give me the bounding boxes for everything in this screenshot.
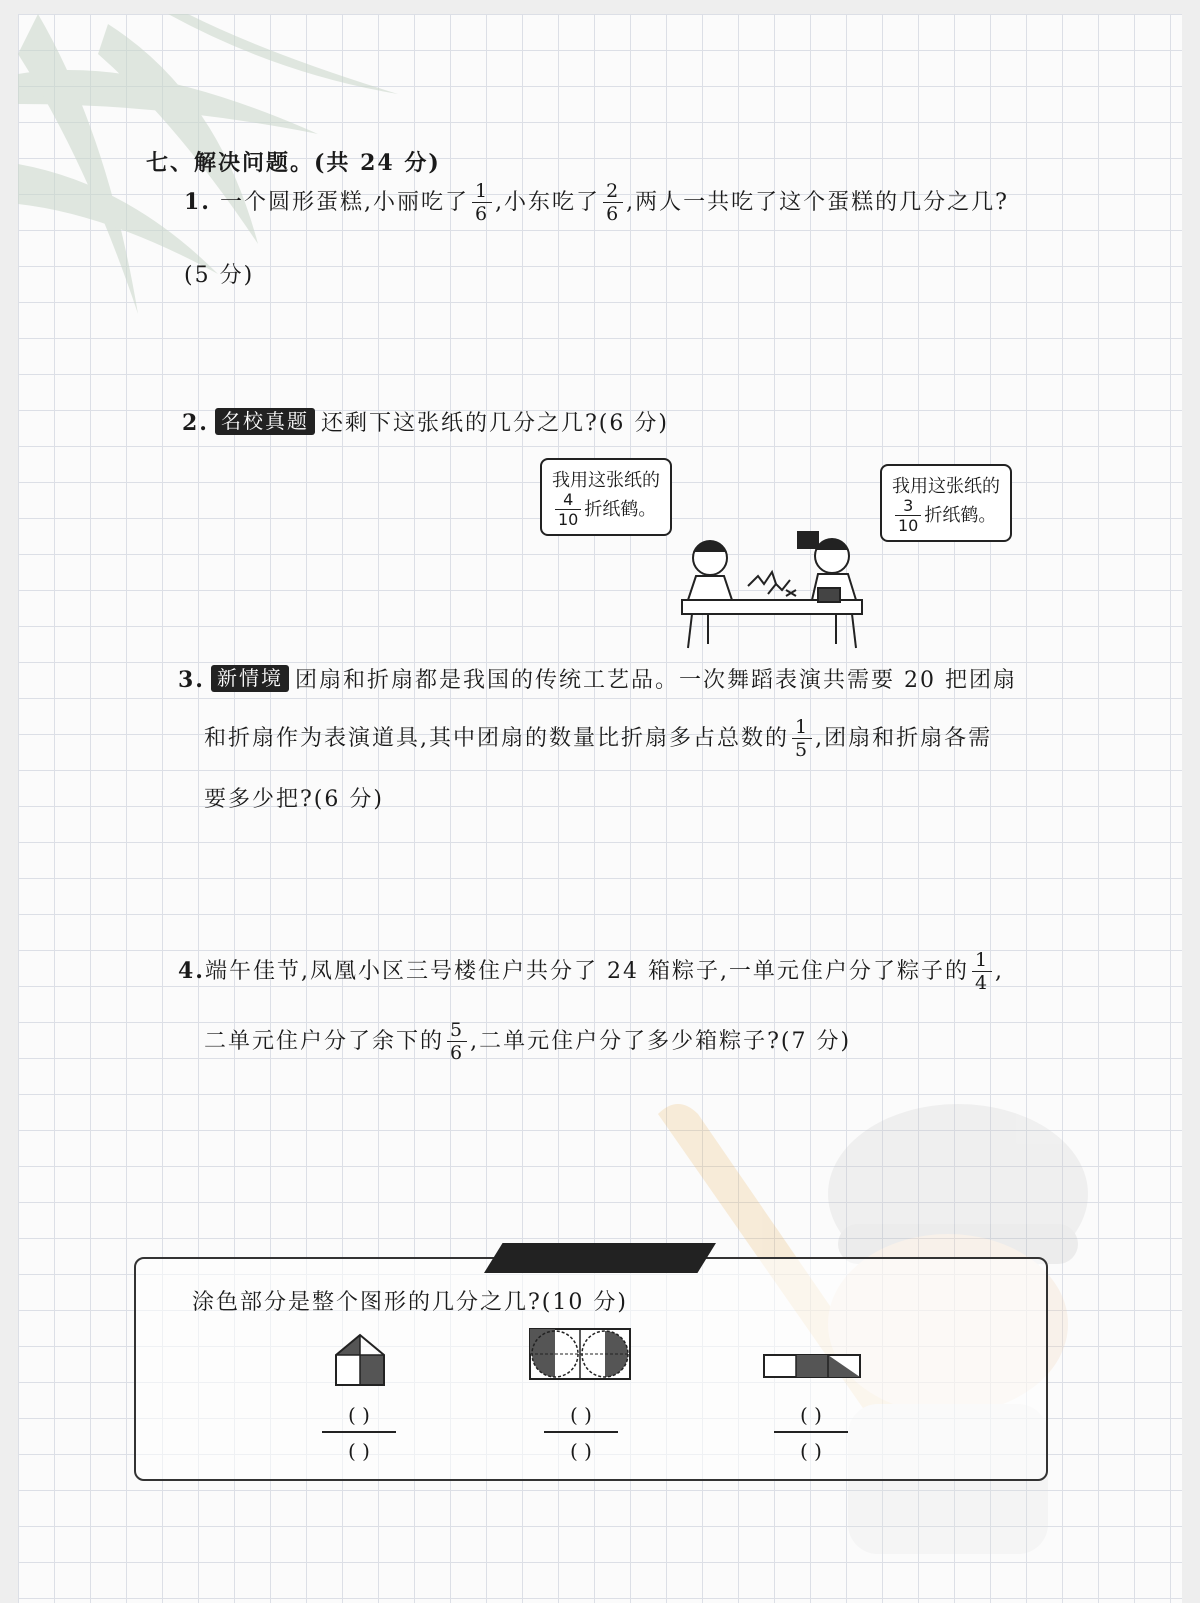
question-3 xyxy=(178,663,1017,694)
question-3-line1: 团扇和折扇都是我国的传统工艺品。一次舞蹈表演共需要 20 把团扇 xyxy=(294,668,1017,693)
new-context-badge: 新情境 xyxy=(211,665,289,692)
worksheet-page xyxy=(18,14,1182,1603)
circles-rectangle-figure xyxy=(528,1327,632,1381)
fraction-one-fourth: $\frac{1}{4}$ xyxy=(972,951,992,993)
question-3-line2-a: 和折扇作为表演道具,其中团扇的数量比折扇多占总数的 xyxy=(204,726,789,751)
answer-blank-1-denominator: ( ) xyxy=(348,1439,370,1463)
question-1-number: 1. xyxy=(184,189,211,215)
answer-blank-3-numerator: ( ) xyxy=(774,1405,848,1433)
fraction-one-fifth: $\frac{1}{5}$ xyxy=(792,718,812,760)
question-4-line1-a: 端午佳节,凤凰小区三号楼住户共分了 24 箱粽子,一单元住户分了粽子的 xyxy=(204,959,969,984)
bubble-right-line1: 我用这张纸的 xyxy=(892,476,1000,497)
bubble-left-line1: 我用这张纸的 xyxy=(552,470,660,491)
famous-school-badge: 名校真题 xyxy=(215,408,315,435)
bonus-header-tab xyxy=(484,1243,716,1273)
children-folding-cranes-illustration xyxy=(668,526,878,651)
answer-blank-1-numerator: ( ) xyxy=(322,1405,396,1433)
question-3-number: 3. xyxy=(178,667,205,693)
question-4-line1 xyxy=(178,951,1004,993)
section-title: 七、解决问题。(共 24 分) xyxy=(146,150,441,176)
question-3-line2 xyxy=(204,718,992,760)
bonus-question-box xyxy=(134,1257,1048,1481)
question-1-score: (5 分) xyxy=(184,263,255,288)
answer-blank-3[interactable] xyxy=(774,1405,848,1461)
question-1-text-a: 一个圆形蛋糕,小丽吃了 xyxy=(219,190,469,215)
fraction-one-sixth: $\frac{1}{6}$ xyxy=(472,182,492,224)
question-1-text-c: ,两人一共吃了这个蛋糕的几分之几? xyxy=(626,190,1009,215)
question-4-line2-a: 二单元住户分了余下的 xyxy=(204,1029,445,1054)
answer-blank-2-denominator: ( ) xyxy=(570,1439,592,1463)
question-1 xyxy=(184,182,1009,224)
question-3-line2-b: ,团扇和折扇各需 xyxy=(815,726,993,751)
speech-bubble-right xyxy=(880,464,1012,542)
question-2-text: 还剩下这张纸的几分之几?(6 分) xyxy=(320,411,669,436)
answer-blank-1[interactable] xyxy=(322,1405,396,1461)
speech-bubble-left xyxy=(540,458,672,536)
bubble-left-tail: 折纸鹤。 xyxy=(584,499,657,520)
house-shape-figure xyxy=(332,1333,388,1389)
question-4-line2 xyxy=(204,1021,851,1063)
fraction-two-sixths: $\frac{2}{6}$ xyxy=(603,182,623,224)
answer-blank-2-numerator: ( ) xyxy=(544,1405,618,1433)
answer-blank-3-denominator: ( ) xyxy=(800,1439,822,1463)
question-4-line1-b: , xyxy=(995,959,1005,984)
fraction-five-sixths: $\frac{5}{6}$ xyxy=(447,1021,467,1063)
question-2-number: 2. xyxy=(182,410,209,436)
bonus-question-text: 涂色部分是整个图形的几分之几?(10 分) xyxy=(192,1290,628,1315)
question-4-number: 4. xyxy=(178,958,205,984)
bubble-right-tail: 折纸鹤。 xyxy=(924,505,997,526)
bar-shape-figure xyxy=(762,1353,862,1379)
fraction-four-tenths: $\frac{4}{10}$ xyxy=(555,492,581,528)
question-2 xyxy=(182,406,669,437)
answer-blank-2[interactable] xyxy=(544,1405,618,1461)
question-4-line2-b: ,二单元住户分了多少箱粽子?(7 分) xyxy=(470,1029,852,1054)
fraction-three-tenths: $\frac{3}{10}$ xyxy=(895,498,921,534)
question-3-line3: 要多少把?(6 分) xyxy=(204,787,384,812)
question-1-text-b: ,小东吃了 xyxy=(495,190,601,215)
